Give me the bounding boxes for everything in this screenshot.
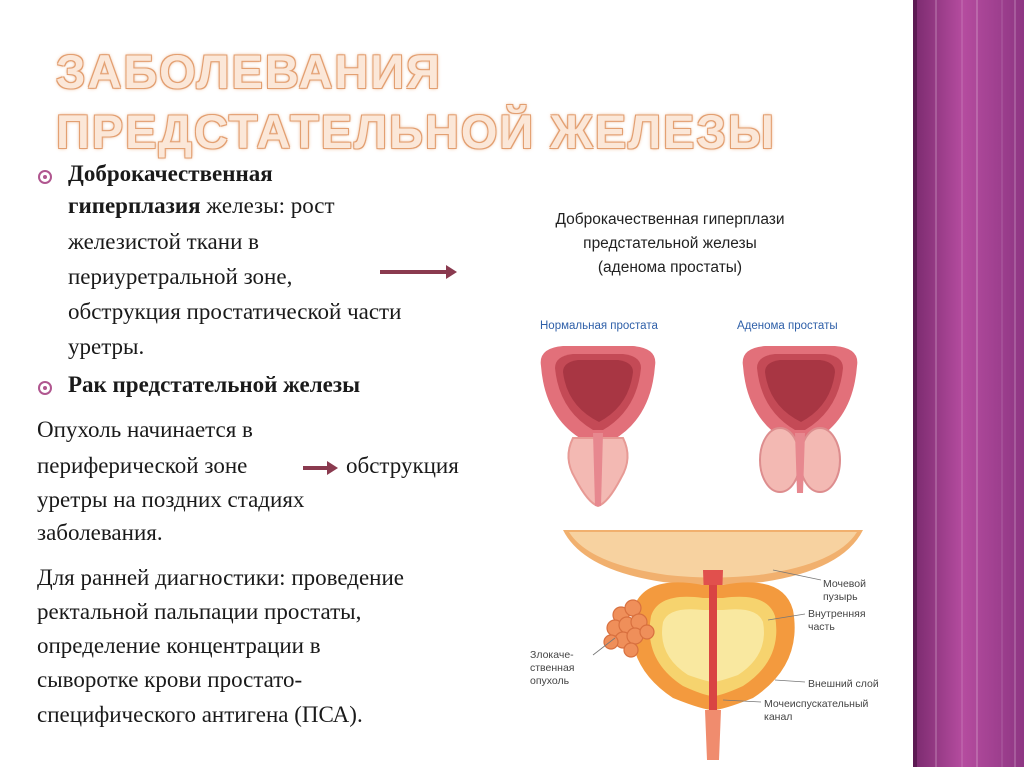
bullet-2-heading: Рак предстательной железы <box>68 372 361 397</box>
decorative-side-band <box>913 0 1024 767</box>
bullet-marker <box>38 170 52 184</box>
label-urethra: Мочеиспускательный канал <box>764 698 869 723</box>
label-inner-part: Внутренняя часть <box>808 608 866 633</box>
slide-title: ЗАБОЛЕВАНИЯ ПРЕДСТАТЕЛЬНОЙ ЖЕЛЕЗЫ <box>56 45 776 158</box>
para-2-line-5: специфического антигена (ПСА). <box>37 702 363 727</box>
arrow-right-icon <box>303 466 329 470</box>
prostate-cross-section-illustration <box>563 530 863 760</box>
label-bladder: Мочевой пузырь <box>823 578 866 603</box>
bullet-1-line-6: уретры. <box>68 334 145 359</box>
label-malignant-tumor: Злокаче- ственная опухоль <box>530 649 575 687</box>
label-outer-layer: Внешний слой <box>808 678 879 690</box>
para-2-line-3: определение концентрации в <box>37 633 321 658</box>
bullet-1-line-1: Доброкачественная <box>68 161 273 186</box>
bullet-marker <box>38 381 52 395</box>
label-adenoma: Аденома простаты <box>737 320 838 332</box>
figure-title: Доброкачественная гиперплази предстательной железы (аденома простаты) <box>555 211 785 276</box>
bullet-1-line-4: периуретральной зоне, <box>68 264 293 289</box>
para-2-line-2: ректальной пальпации простаты, <box>37 599 362 624</box>
adenoma-prostate-illustration <box>735 338 865 508</box>
para-1-line-3: уретры на поздних стадиях <box>37 487 305 512</box>
para-1-line-2a: периферической зоне <box>37 453 248 478</box>
bullet-1-line-3: железистой ткани в <box>68 229 259 254</box>
para-1-line-2b: обструкция <box>346 453 459 478</box>
para-2-line-4: сыворотке крови простато- <box>37 667 303 692</box>
label-normal-prostate: Нормальная простата <box>540 320 658 332</box>
para-1-line-4: заболевания. <box>37 520 163 545</box>
arrow-right-icon <box>380 270 448 274</box>
para-1-line-1: Опухоль начинается в <box>37 417 253 442</box>
normal-prostate-illustration <box>533 338 663 508</box>
para-2-line-1: Для ранней диагностики: проведение <box>37 565 404 590</box>
bullet-1-line-5: обструкция простатической части <box>68 299 402 324</box>
bullet-1-line-2: гиперплазия железы: рост <box>68 193 335 218</box>
